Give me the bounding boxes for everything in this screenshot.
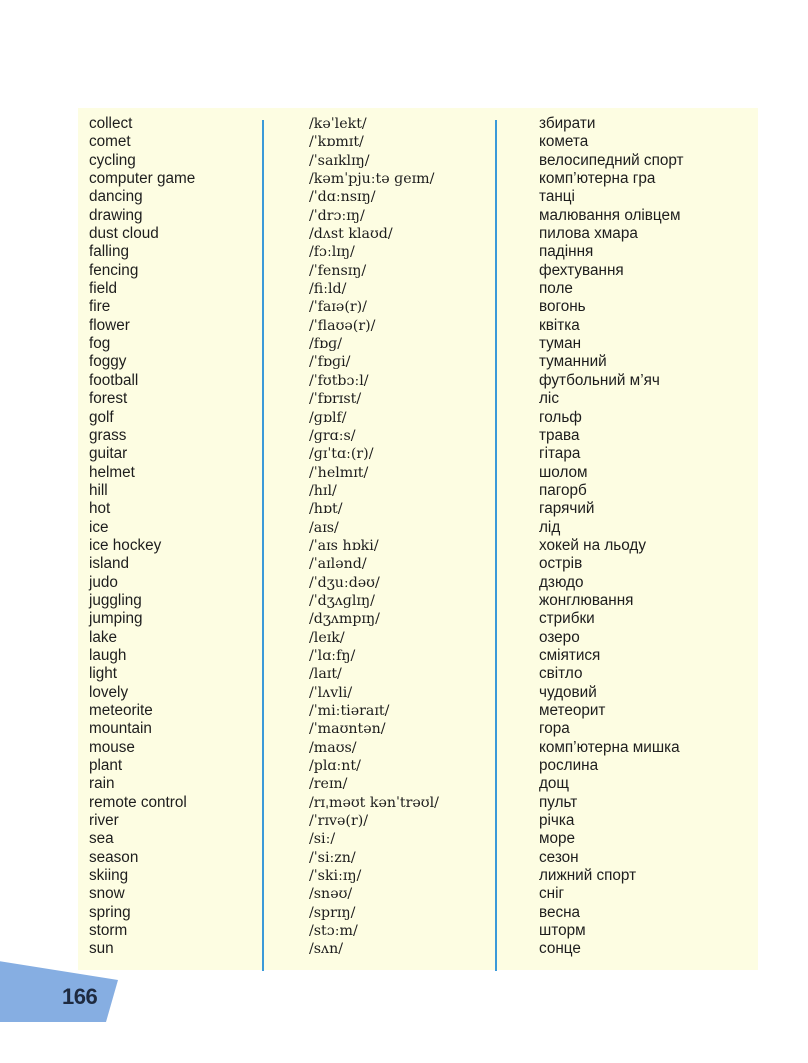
english-word: fog <box>89 335 111 353</box>
ukrainian-translation: рослина <box>539 757 599 775</box>
transcription: /ˈkɒmɪt/ <box>309 134 364 151</box>
transcription: /sprɪŋ/ <box>309 904 356 921</box>
ukrainian-translation: хокей на льоду <box>539 536 646 554</box>
english-word: juggling <box>89 591 142 609</box>
transcription: /reɪn/ <box>309 776 348 793</box>
transcription: /ɡɪˈtɑː(r)/ <box>309 446 374 463</box>
transcription: /ˈdɑːnsɪŋ/ <box>309 189 376 206</box>
english-word: drawing <box>89 206 143 224</box>
transcription: /stɔːm/ <box>309 923 358 940</box>
english-word: island <box>89 555 129 573</box>
english-word: golf <box>89 408 114 426</box>
english-word: football <box>89 371 139 389</box>
english-word: hill <box>89 481 108 499</box>
english-word: guitar <box>89 445 128 463</box>
english-words-column <box>89 115 195 959</box>
ukrainian-translation: жонглювання <box>539 591 634 609</box>
english-word: falling <box>89 243 129 261</box>
ukrainian-translation: дзюдо <box>539 573 584 591</box>
ukrainian-translation: гольф <box>539 408 582 426</box>
transcription: /snəʊ/ <box>309 886 353 903</box>
page-number-tab <box>0 958 118 1022</box>
english-word: comet <box>89 133 131 151</box>
ukrainian-translation: трава <box>539 426 580 444</box>
transcription: /ˈdʒʌɡlɪŋ/ <box>309 592 375 609</box>
column-divider-left <box>262 120 264 971</box>
ukrainian-translation: футбольний м’яч <box>539 371 660 389</box>
transcription: /ˈaɪlənd/ <box>309 556 367 573</box>
ukrainian-translation: гітара <box>539 445 581 463</box>
english-word: snow <box>89 885 125 903</box>
english-word: dancing <box>89 188 143 206</box>
ukrainian-translation: світло <box>539 665 583 683</box>
ukrainian-translation: шолом <box>539 463 588 481</box>
transcription: /ˈfɒrɪst/ <box>309 391 362 408</box>
english-word: mouse <box>89 738 135 756</box>
transcription: /hɪl/ <box>309 482 337 499</box>
ukrainian-translation: велосипедний спорт <box>539 151 684 169</box>
ukrainian-translation: гора <box>539 720 570 738</box>
ukrainian-translation: туманний <box>539 353 607 371</box>
english-word: field <box>89 280 118 298</box>
ukrainian-translation: комп’ютерна гра <box>539 170 656 188</box>
english-word: sun <box>89 940 114 958</box>
ukrainian-translation-column <box>539 115 684 959</box>
ukrainian-translation: пульт <box>539 793 578 811</box>
ukrainian-translation: чудовий <box>539 683 597 701</box>
ukrainian-translation: комп’ютерна мишка <box>539 738 680 756</box>
transcription: /siː/ <box>309 831 336 848</box>
ukrainian-translation: пилова хмара <box>539 225 638 243</box>
english-word: spring <box>89 903 131 921</box>
transcription: /ˈmaʊntən/ <box>309 721 386 738</box>
english-word: computer game <box>89 170 196 188</box>
english-word: light <box>89 665 118 683</box>
english-word: laugh <box>89 646 127 664</box>
transcription-column <box>309 115 439 959</box>
transcription: /laɪt/ <box>309 666 342 683</box>
ukrainian-translation: річка <box>539 812 575 830</box>
english-word: flower <box>89 316 130 334</box>
transcription: /ˈmiːtiəraɪt/ <box>309 703 390 719</box>
transcription: /dʌst klaʊd/ <box>309 226 393 243</box>
english-word: forest <box>89 390 128 408</box>
ukrainian-translation: танці <box>539 188 575 206</box>
page-number: 166 <box>62 984 98 1009</box>
ukrainian-translation: лід <box>539 518 561 536</box>
transcription: /sʌn/ <box>309 941 343 958</box>
ukrainian-translation: море <box>539 830 576 848</box>
ukrainian-translation: лижний спорт <box>539 867 637 885</box>
ukrainian-translation: поле <box>539 280 573 298</box>
transcription: /ɡrɑːs/ <box>309 427 356 444</box>
english-word: ice <box>89 518 109 536</box>
ukrainian-translation: малювання олівцем <box>539 206 681 224</box>
ukrainian-translation: метеорит <box>539 702 606 719</box>
english-word: cycling <box>89 151 136 169</box>
english-word: rain <box>89 775 115 793</box>
ukrainian-translation: дощ <box>539 775 570 793</box>
transcription: /aɪs/ <box>309 519 339 536</box>
transcription: /ˈfensɪŋ/ <box>309 262 367 279</box>
ukrainian-translation: квітка <box>539 316 580 334</box>
transcription: /ˈhelmɪt/ <box>309 464 369 481</box>
ukrainian-translation: гарячий <box>539 500 595 518</box>
english-word: lovely <box>89 683 129 701</box>
ukrainian-translation: стрибки <box>539 610 595 628</box>
english-word: jumping <box>89 610 143 628</box>
english-word: storm <box>89 922 128 940</box>
english-word: foggy <box>89 353 127 371</box>
ukrainian-translation: сезон <box>539 848 579 866</box>
transcription: /ɡɒlf/ <box>309 409 347 426</box>
ukrainian-translation: фехтування <box>539 261 624 279</box>
ukrainian-translation: острів <box>539 555 583 573</box>
transcription: /ˈskiːɪŋ/ <box>309 868 362 885</box>
english-word: helmet <box>89 463 135 481</box>
transcription: /dʒʌmpɪŋ/ <box>309 611 380 628</box>
ukrainian-translation: комета <box>539 133 589 151</box>
english-word: river <box>89 812 119 830</box>
transcription: /ˈdrɔːɪŋ/ <box>309 207 365 224</box>
column-divider-right <box>495 120 497 971</box>
english-word: fire <box>89 298 111 316</box>
english-word: meteorite <box>89 702 153 719</box>
transcription: /fiːld/ <box>309 281 347 298</box>
transcription: /ˈrɪvə(r)/ <box>309 813 369 830</box>
english-word: grass <box>89 426 127 444</box>
english-word: mountain <box>89 720 152 738</box>
transcription: /ˈfɒɡi/ <box>309 354 351 371</box>
transcription: /rɪˌməʊt kənˈtrəʊl/ <box>309 794 439 811</box>
english-word: hot <box>89 500 111 518</box>
english-word: remote control <box>89 793 187 811</box>
transcription: /maʊs/ <box>309 739 357 756</box>
transcription: /hɒt/ <box>309 501 343 518</box>
transcription: /ˈsaɪklɪŋ/ <box>309 152 370 169</box>
english-word: lake <box>89 628 118 646</box>
english-word: skiing <box>89 867 129 885</box>
ukrainian-translation: сонце <box>539 940 581 958</box>
transcription: /fɔːlɪŋ/ <box>309 244 355 261</box>
english-word: ice hockey <box>89 536 162 554</box>
ukrainian-translation: пагорб <box>539 481 587 499</box>
transcription: /fɒɡ/ <box>309 336 342 353</box>
english-word: judo <box>89 573 118 591</box>
ukrainian-translation: збирати <box>539 115 596 132</box>
transcription: /ˈfʊtbɔːl/ <box>309 372 369 389</box>
english-word: dust cloud <box>89 225 159 243</box>
transcription: /ˈlʌvli/ <box>309 684 353 701</box>
transcription: /plɑːnt/ <box>309 758 361 775</box>
ukrainian-translation: озеро <box>539 628 580 646</box>
ukrainian-translation: сміятися <box>539 646 601 664</box>
transcription: /ˈlɑːfŋ/ <box>309 647 356 664</box>
ukrainian-translation: ліс <box>539 390 559 408</box>
english-word: collect <box>89 115 133 132</box>
transcription: /leɪk/ <box>309 629 345 646</box>
english-word: season <box>89 848 139 866</box>
ukrainian-translation: падіння <box>539 243 594 261</box>
transcription: /ˈfaɪə(r)/ <box>309 299 367 316</box>
ukrainian-translation: туман <box>539 335 582 353</box>
english-word: plant <box>89 757 123 775</box>
transcription: /ˈflaʊə(r)/ <box>309 317 376 334</box>
transcription: /ˈaɪs hɒki/ <box>309 537 379 554</box>
transcription: /ˈdʒuːdəʊ/ <box>309 574 380 591</box>
transcription: /ˈsiːzn/ <box>309 849 356 866</box>
transcription: /kəˈlekt/ <box>309 116 367 132</box>
ukrainian-translation: сніг <box>539 885 565 903</box>
english-word: sea <box>89 830 114 848</box>
transcription: /kəmˈpjuːtə ɡeɪm/ <box>309 171 435 188</box>
ukrainian-translation: весна <box>539 903 581 921</box>
ukrainian-translation: вогонь <box>539 298 586 316</box>
english-word: fencing <box>89 261 139 279</box>
ukrainian-translation: шторм <box>539 922 586 940</box>
